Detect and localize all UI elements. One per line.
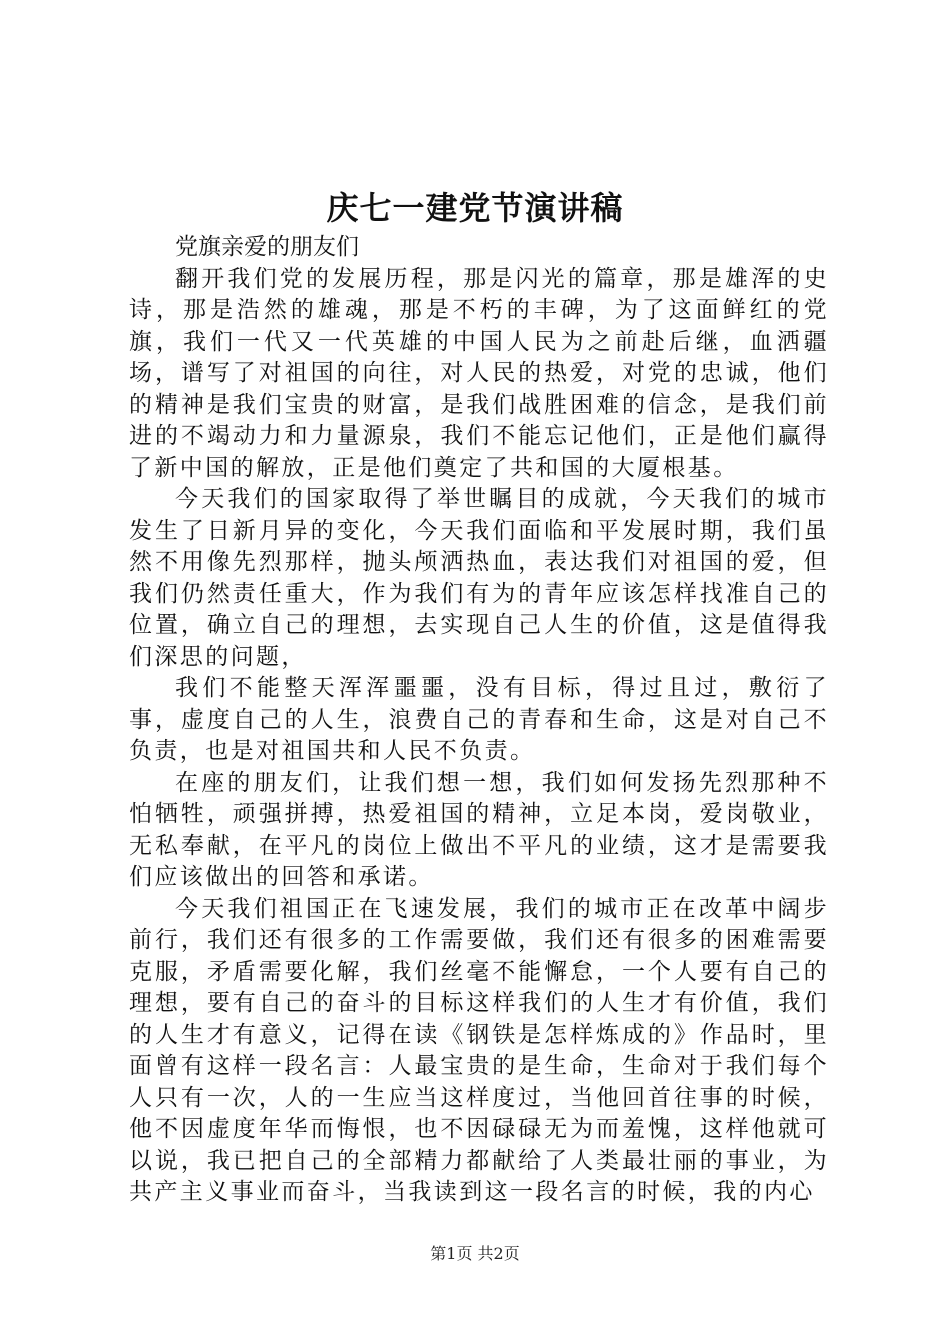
paragraph: 今天我们祖国正在飞速发展，我们的城市正在改革中阔步前行，我们还有很多的工作需要做，我们还有很多的困难需要克服，矛盾需要化解，我们丝毫不能懈怠，一个人要有自己的理想，要有自己的奋斗的目标这样我们的人生才有价值，我们的人生才有意义，记得在读《钢铁是怎样炼成的》作品时，里面曾有这样一段名言：人最宝贵的是生命，生命对于我们每个人只有一次，人的一生应当这样度过，当他回首往事的时候，他不因虚度年华而悔恨，也不因碌碌无为而羞愧，这样他就可以说，我已把自己的全部精力都献给了人类最壮丽的事业，为共产主义事业而奋斗，当我读到这一段名言的时候，我的内心 xyxy=(129,895,829,1205)
paragraph: 翻开我们党的发展历程，那是闪光的篇章，那是雄浑的史诗，那是浩然的雄魂，那是不朽的丰碑，为了这面鲜红的党旗，我们一代又一代英雄的中国人民为之前赴后继，血洒疆场，谱写了对祖国的向往，对人民的热爱，对党的忠诚，他们的精神是我们宝贵的财富，是我们战胜困难的信念，是我们前进的不竭动力和力量源泉，我们不能忘记他们，正是他们赢得了新中国的解放，正是他们奠定了共和国的大厦根基。 xyxy=(129,265,829,481)
document-title: 庆七一建党节演讲稿 xyxy=(326,189,624,227)
paragraph: 我们不能整天浑浑噩噩，没有目标，得过且过，敷衍了事，虚度自己的人生，浪费自己的青春和生命，这是对自己不负责，也是对祖国共和人民不负责。 xyxy=(129,675,829,764)
salutation: 党旗亲爱的朋友们 xyxy=(175,234,359,260)
page-number-footer: 第1页 共2页 xyxy=(430,1244,520,1263)
document-body xyxy=(129,232,829,1209)
paragraph: 今天我们的国家取得了举世瞩目的成就，今天我们的城市发生了日新月异的变化，今天我们面临和平发展时期，我们虽然不用像先烈那样，抛头颅洒热血，表达我们对祖国的爱，但我们仍然责任重大，作为我们有为的青年应该怎样找准自己的位置，确立自己的理想，去实现自己人生的价值，这是值得我们深思的问题， xyxy=(129,486,829,670)
paragraph: 在座的朋友们，让我们想一想，我们如何发扬先烈那种不怕牺牲，顽强拼搏，热爱祖国的精神，立足本岗，爱岗敬业，无私奉献，在平凡的岗位上做出不平凡的业绩，这才是需要我们应该做出的回答和承诺。 xyxy=(129,769,829,890)
